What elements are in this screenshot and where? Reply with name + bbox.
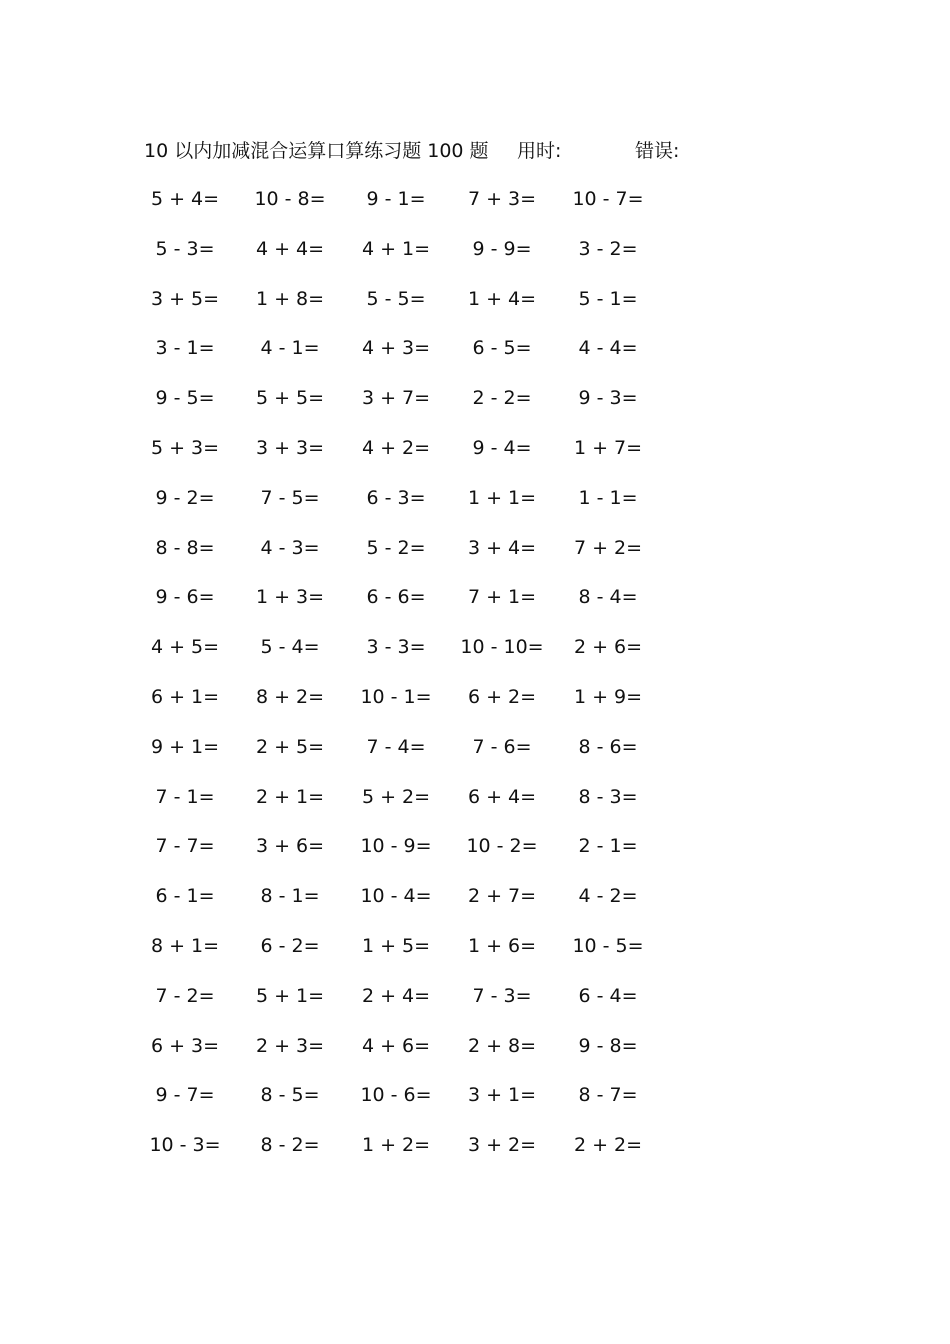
math-problem: 3 + 1= — [467, 1084, 537, 1107]
math-problem: 1 - 1= — [578, 486, 638, 509]
math-problem: 1 + 5= — [361, 934, 431, 957]
math-problem: 2 + 1= — [255, 785, 325, 808]
math-problem: 5 - 4= — [260, 636, 320, 659]
math-problem: 4 + 4= — [255, 237, 325, 260]
math-problem: 4 + 1= — [361, 237, 431, 260]
math-problem: 8 - 2= — [260, 1134, 320, 1157]
math-problem: 10 - 9= — [360, 835, 432, 858]
math-problem: 5 - 3= — [155, 237, 215, 260]
math-problem: 1 + 7= — [573, 436, 643, 459]
math-problem: 8 - 5= — [260, 1084, 320, 1107]
math-problem: 3 - 1= — [155, 337, 215, 360]
math-problem: 4 - 1= — [260, 337, 320, 360]
math-problem: 4 - 3= — [260, 536, 320, 559]
math-problem: 4 - 4= — [578, 337, 638, 360]
math-problem: 7 - 7= — [155, 835, 215, 858]
math-problem: 3 + 5= — [150, 287, 220, 310]
math-problem: 2 + 3= — [255, 1034, 325, 1057]
math-problem: 1 + 1= — [467, 486, 537, 509]
math-problem: 8 - 7= — [578, 1084, 638, 1107]
math-problem: 5 - 2= — [366, 536, 426, 559]
math-problem: 6 - 5= — [472, 337, 532, 360]
math-problem: 6 + 4= — [467, 785, 537, 808]
math-problem: 10 - 10= — [460, 636, 544, 659]
math-problem: 7 - 2= — [155, 984, 215, 1007]
math-problem: 7 - 6= — [472, 735, 532, 758]
math-problem: 10 - 1= — [360, 685, 432, 708]
math-problem: 9 + 1= — [150, 735, 220, 758]
math-problem: 2 + 5= — [255, 735, 325, 758]
math-problem: 8 + 1= — [150, 934, 220, 957]
math-problem: 2 + 2= — [573, 1134, 643, 1157]
math-problem: 9 - 9= — [472, 237, 532, 260]
math-problem: 5 + 2= — [361, 785, 431, 808]
math-problem: 8 + 2= — [255, 685, 325, 708]
math-problem: 3 + 2= — [467, 1134, 537, 1157]
math-problem: 8 - 3= — [578, 785, 638, 808]
math-problem: 10 - 8= — [254, 188, 326, 210]
math-problem: 2 + 7= — [467, 885, 537, 908]
math-problem: 1 + 6= — [467, 934, 537, 957]
math-problem: 4 + 2= — [361, 436, 431, 459]
math-problem: 1 + 4= — [467, 287, 537, 310]
math-problem: 10 - 4= — [360, 885, 432, 908]
math-problem: 1 + 8= — [255, 287, 325, 310]
worksheet-title: 10 以内加减混合运算口算练习题 100 题 — [144, 140, 489, 162]
math-problem: 10 - 5= — [572, 934, 644, 957]
math-problem: 9 - 7= — [155, 1084, 215, 1107]
math-problem: 5 + 3= — [150, 436, 220, 459]
math-problem: 2 + 8= — [467, 1034, 537, 1057]
math-problem: 6 - 4= — [578, 984, 638, 1007]
math-problem: 1 + 2= — [361, 1134, 431, 1157]
math-problem: 4 - 2= — [578, 885, 638, 908]
error-count-label: 错误: — [635, 140, 680, 162]
math-problem: 1 + 3= — [255, 586, 325, 609]
math-problem: 10 - 7= — [572, 188, 644, 210]
math-problem: 2 - 1= — [578, 835, 638, 858]
math-problem: 3 - 3= — [366, 636, 426, 659]
math-problem: 5 - 5= — [366, 287, 426, 310]
math-problem: 9 - 2= — [155, 486, 215, 509]
math-problem: 1 + 9= — [573, 685, 643, 708]
math-problem: 8 - 1= — [260, 885, 320, 908]
math-problem: 5 - 1= — [578, 287, 638, 310]
math-problem: 3 - 2= — [578, 237, 638, 260]
math-problem: 6 + 3= — [150, 1034, 220, 1057]
math-problem: 7 + 3= — [467, 188, 537, 210]
math-problem: 7 - 3= — [472, 984, 532, 1007]
math-problem: 9 - 3= — [578, 387, 638, 410]
time-used-label: 用时: — [517, 140, 562, 162]
math-problem: 7 + 2= — [573, 536, 643, 559]
math-problem: 2 + 6= — [573, 636, 643, 659]
math-problem: 4 + 5= — [150, 636, 220, 659]
math-problem: 8 - 4= — [578, 586, 638, 609]
math-problem: 3 + 7= — [361, 387, 431, 410]
math-problem: 5 + 4= — [150, 188, 220, 210]
math-problem: 5 + 5= — [255, 387, 325, 410]
math-problem: 9 - 5= — [155, 387, 215, 410]
math-problem: 6 - 6= — [366, 586, 426, 609]
math-problem: 3 + 6= — [255, 835, 325, 858]
math-problem: 7 + 1= — [467, 586, 537, 609]
math-problem: 9 - 4= — [472, 436, 532, 459]
math-problem: 9 - 8= — [578, 1034, 638, 1057]
math-problem: 9 - 1= — [366, 188, 426, 210]
math-problem: 7 - 5= — [260, 486, 320, 509]
math-problem: 7 - 4= — [366, 735, 426, 758]
math-problem: 9 - 6= — [155, 586, 215, 609]
math-problem: 3 + 3= — [255, 436, 325, 459]
math-problem: 6 + 1= — [150, 685, 220, 708]
math-problem: 2 - 2= — [472, 387, 532, 410]
math-problem: 4 + 6= — [361, 1034, 431, 1057]
math-problem: 8 - 8= — [155, 536, 215, 559]
math-problem: 5 + 1= — [255, 984, 325, 1007]
math-problem: 10 - 3= — [149, 1134, 221, 1157]
math-problem: 8 - 6= — [578, 735, 638, 758]
math-problem: 6 + 2= — [467, 685, 537, 708]
math-problem: 6 - 2= — [260, 934, 320, 957]
math-problem: 6 - 1= — [155, 885, 215, 908]
math-problem: 3 + 4= — [467, 536, 537, 559]
math-problem: 10 - 2= — [466, 835, 538, 858]
math-problem: 7 - 1= — [155, 785, 215, 808]
math-problem: 6 - 3= — [366, 486, 426, 509]
math-problem: 2 + 4= — [361, 984, 431, 1007]
math-problem: 4 + 3= — [361, 337, 431, 360]
math-problem: 10 - 6= — [360, 1084, 432, 1107]
